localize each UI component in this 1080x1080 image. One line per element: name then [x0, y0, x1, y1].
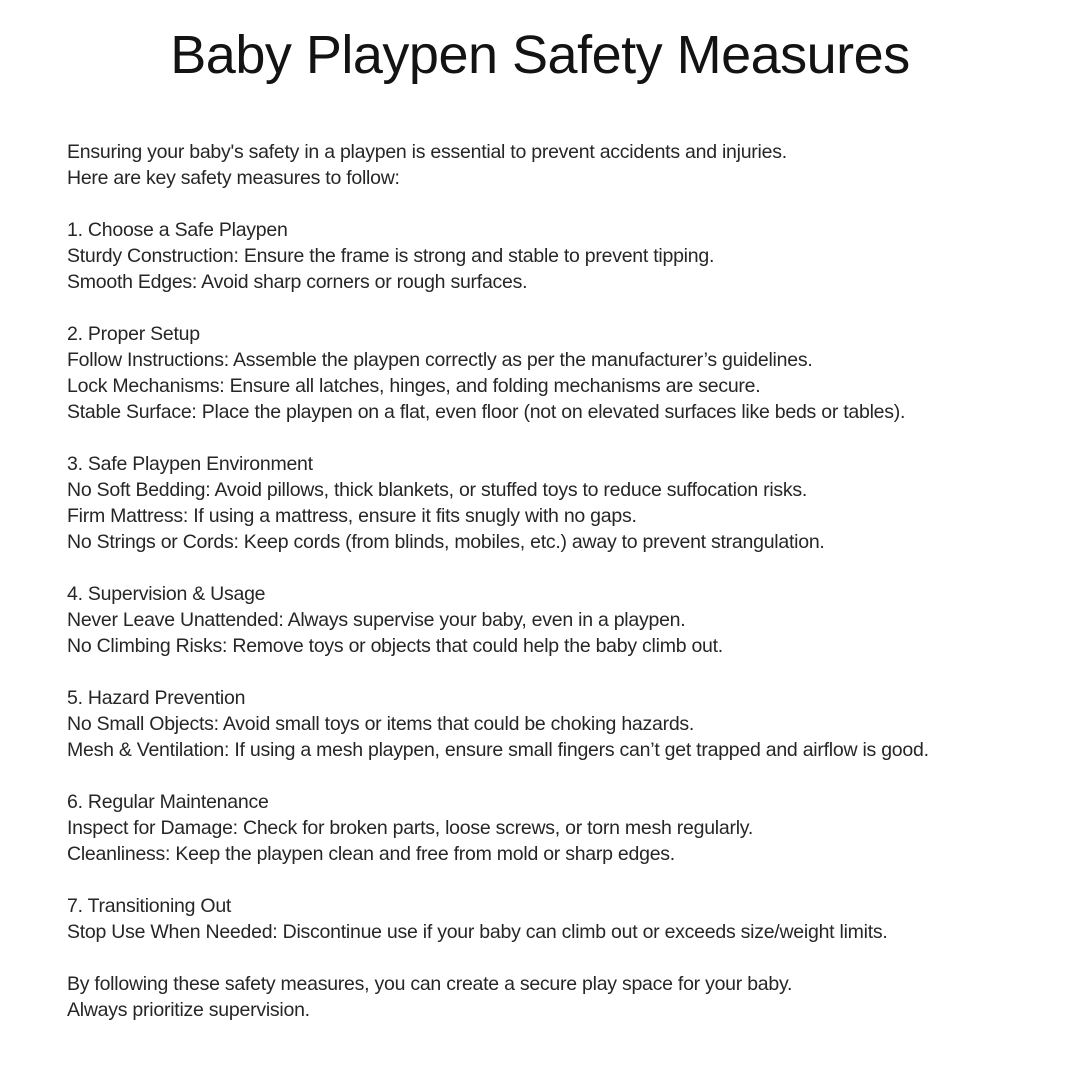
- section-heading: 6. Regular Maintenance: [67, 791, 269, 813]
- section-heading: 1. Choose a Safe Playpen: [67, 219, 288, 241]
- section-line: Lock Mechanisms: Ensure all latches, hinges, and folding mechanisms are secure.: [67, 375, 761, 397]
- page-title: Baby Playpen Safety Measures: [170, 25, 910, 85]
- section-transitioning-out: [67, 893, 1032, 945]
- section-regular-maintenance: [67, 789, 1032, 867]
- section-line: Mesh & Ventilation: If using a mesh playpen, ensure small fingers can’t get trapped and airflow is good.: [67, 739, 929, 761]
- section-line: No Climbing Risks: Remove toys or objects that could help the baby climb out.: [67, 635, 723, 657]
- section-line: Stable Surface: Place the playpen on a flat, even floor (not on elevated surfaces like beds or tables).: [67, 401, 906, 423]
- outro-line: By following these safety measures, you can create a secure play space for your baby.: [67, 973, 793, 995]
- outro-line: Always prioritize supervision.: [67, 999, 310, 1021]
- section-line: Smooth Edges: Avoid sharp corners or rough surfaces.: [67, 271, 528, 293]
- intro-line: Ensuring your baby's safety in a playpen is essential to prevent accidents and injuries.: [67, 141, 787, 163]
- section-hazard-prevention: [67, 685, 1032, 763]
- closing-paragraph: [67, 971, 1032, 1023]
- section-line: Stop Use When Needed: Discontinue use if your baby can climb out or exceeds size/weight limits.: [67, 921, 888, 943]
- section-heading: 4. Supervision & Usage: [67, 583, 266, 605]
- section-choose-a-safe-playpen: [67, 217, 1032, 295]
- section-line: No Small Objects: Avoid small toys or items that could be choking hazards.: [67, 713, 695, 735]
- section-safe-playpen-environment: [67, 451, 1032, 555]
- section-line: Inspect for Damage: Check for broken parts, loose screws, or torn mesh regularly.: [67, 817, 754, 839]
- section-line: Firm Mattress: If using a mattress, ensure it fits snugly with no gaps.: [67, 505, 637, 527]
- section-heading: 5. Hazard Prevention: [67, 687, 246, 709]
- intro-line: Here are key safety measures to follow:: [67, 167, 400, 189]
- section-line: Sturdy Construction: Ensure the frame is strong and stable to prevent tipping.: [67, 245, 715, 267]
- section-supervision-usage: [67, 581, 1032, 659]
- section-line: Follow Instructions: Assemble the playpen correctly as per the manufacturer’s guidelines.: [67, 349, 813, 371]
- section-heading: 2. Proper Setup: [67, 323, 200, 345]
- document-body: [67, 139, 1032, 1023]
- section-proper-setup: [67, 321, 1032, 425]
- section-line: No Strings or Cords: Keep cords (from blinds, mobiles, etc.) away to prevent strangulation.: [67, 531, 825, 553]
- section-line: Cleanliness: Keep the playpen clean and free from mold or sharp edges.: [67, 843, 675, 865]
- section-heading: 3. Safe Playpen Environment: [67, 453, 313, 475]
- section-line: Never Leave Unattended: Always supervise your baby, even in a playpen.: [67, 609, 686, 631]
- section-line: No Soft Bedding: Avoid pillows, thick blankets, or stuffed toys to reduce suffocation risks.: [67, 479, 808, 501]
- section-heading: 7. Transitioning Out: [67, 895, 232, 917]
